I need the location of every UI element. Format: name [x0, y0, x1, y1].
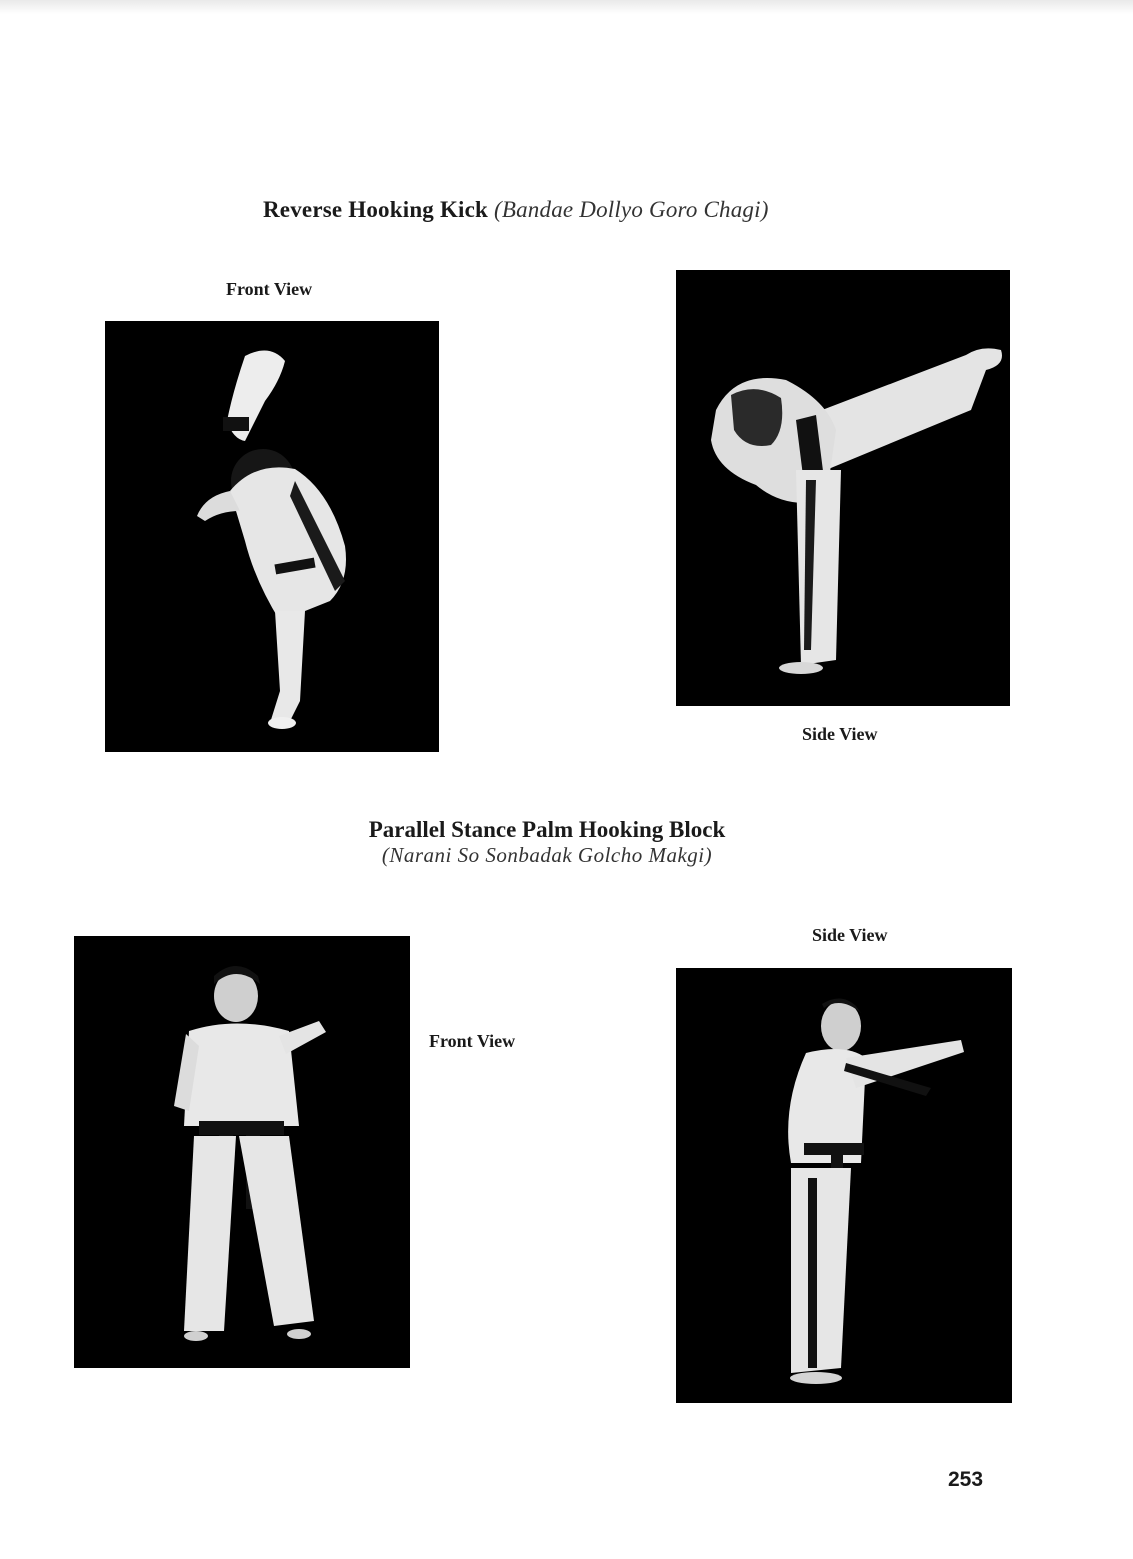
section2-side-caption: Side View	[812, 925, 888, 945]
section1-title-korean: (Bandae Dollyo Goro Chagi)	[494, 197, 769, 222]
block-front-figure	[74, 936, 410, 1368]
kick-side-photo	[676, 270, 1010, 706]
block-side-figure	[676, 968, 1012, 1403]
section2-title-english: Parallel Stance Palm Hooking Block	[368, 817, 726, 842]
section1-front-caption: Front View	[226, 279, 313, 299]
section2-front-caption: Front View	[429, 1031, 516, 1051]
page-number: 253	[948, 1468, 984, 1491]
kick-side-figure	[676, 270, 1010, 706]
block-front-photo	[74, 936, 410, 1368]
section2-title	[337, 817, 757, 868]
kick-front-photo	[105, 321, 439, 752]
section1-side-caption: Side View	[802, 724, 878, 744]
kick-front-figure	[105, 321, 439, 752]
section1-title-english: Reverse Hooking Kick	[263, 197, 489, 222]
section2-title-korean: (Narani So Sonbadak Golcho Makgi)	[381, 843, 713, 867]
scan-edge	[0, 0, 1133, 14]
block-side-photo	[676, 968, 1012, 1403]
section1-title	[263, 197, 769, 223]
